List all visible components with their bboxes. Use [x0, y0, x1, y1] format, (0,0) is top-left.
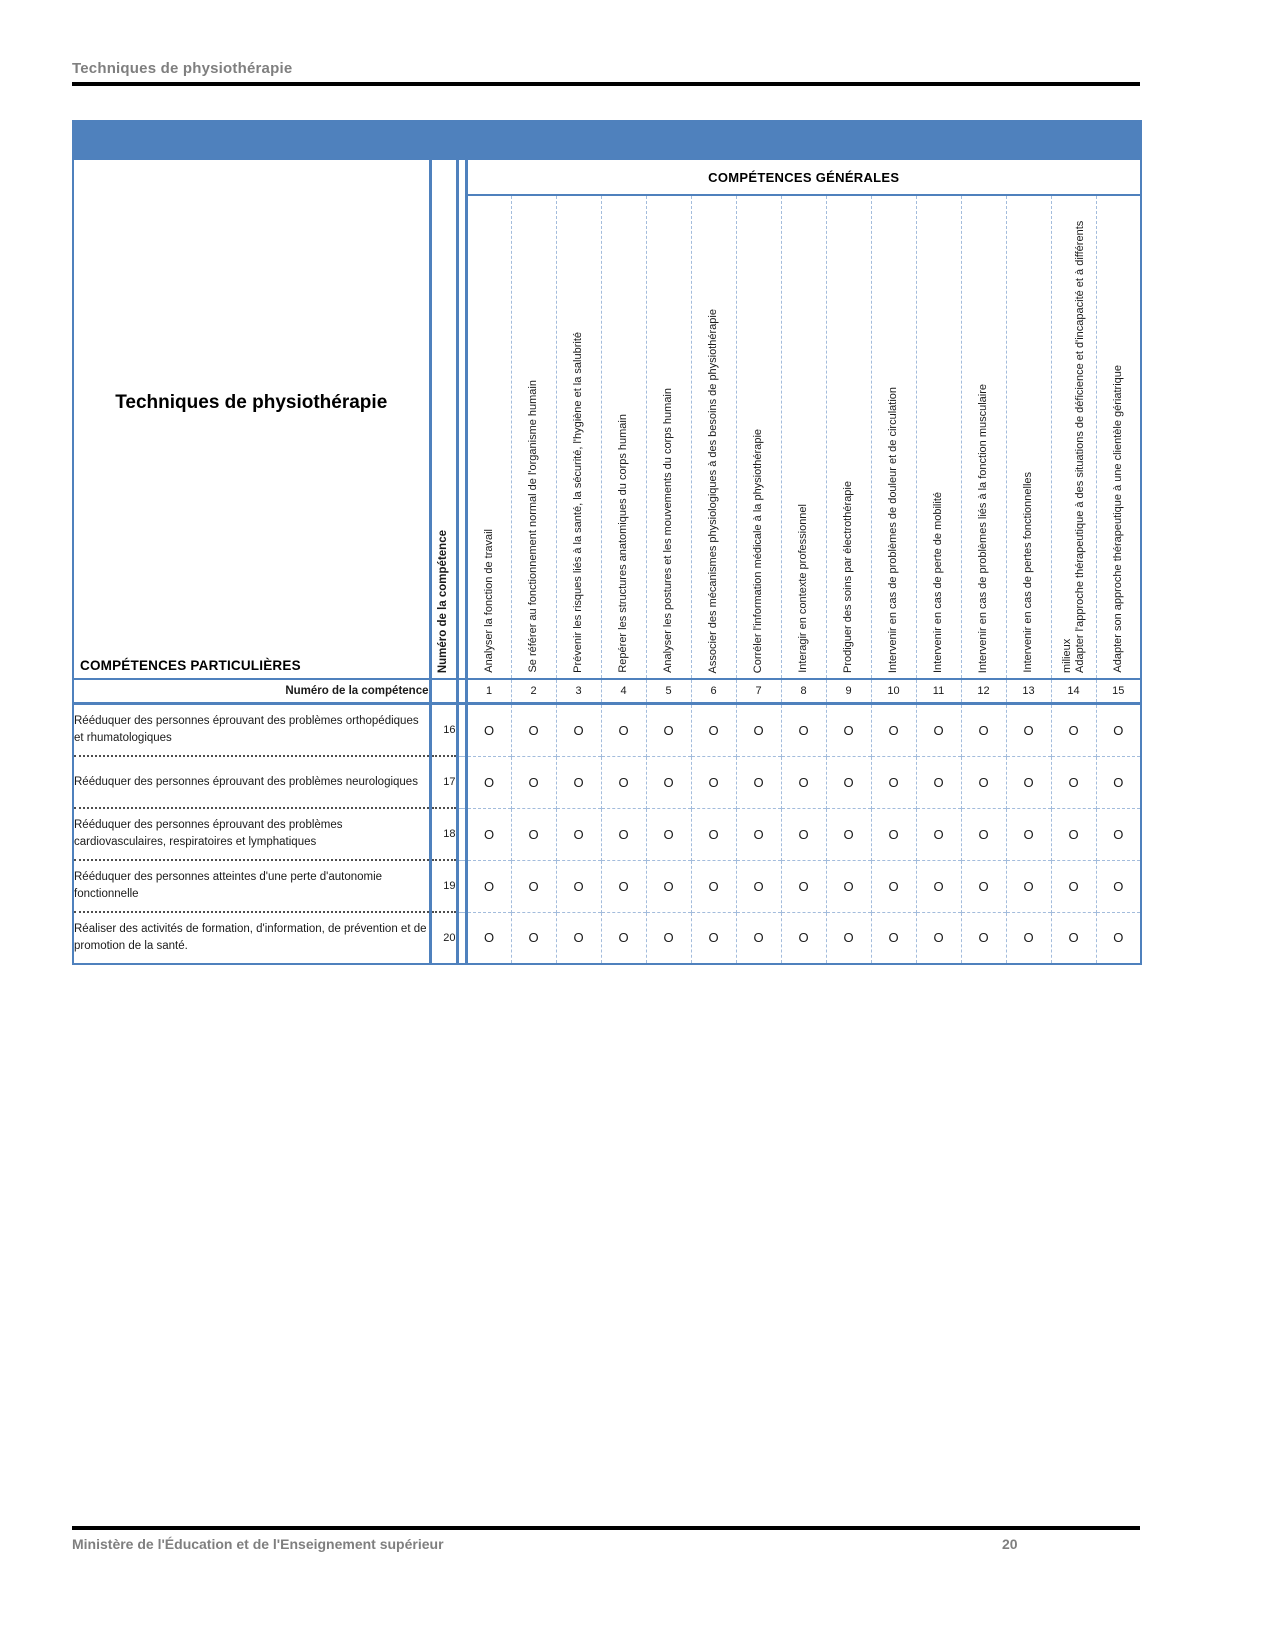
- competency-mark: O: [691, 860, 736, 912]
- general-competency-header: [736, 195, 781, 679]
- competency-matrix: [72, 120, 1140, 965]
- competency-mark: O: [466, 756, 511, 808]
- general-competency-number: 1: [466, 679, 511, 704]
- general-competency-label: Intervenir en cas de problèmes de douleur et de circulation: [887, 386, 899, 673]
- competency-mark: O: [601, 756, 646, 808]
- column-gap: [457, 160, 466, 679]
- general-competency-label: Intervenir en cas de perte de mobilité: [932, 492, 944, 673]
- general-competency-label: Adapter son approche thérapeutique à une clientèle gériatrique: [1111, 365, 1124, 673]
- general-competency-header: [691, 195, 736, 679]
- competency-mark: O: [826, 808, 871, 860]
- competency-mark: O: [646, 860, 691, 912]
- competency-mark: O: [871, 756, 916, 808]
- competency-mark: O: [646, 756, 691, 808]
- competency-mark: O: [646, 912, 691, 964]
- competency-mark: O: [781, 808, 826, 860]
- general-competency-label: Interagir en contexte professionnel: [797, 504, 809, 673]
- competency-mark: O: [961, 756, 1006, 808]
- competency-mark: O: [1006, 756, 1051, 808]
- competency-mark: O: [736, 756, 781, 808]
- competency-mark: O: [781, 704, 826, 757]
- column-gap: [457, 679, 466, 704]
- competency-numbers-row: [73, 679, 1141, 704]
- particular-competency-label: Rééduquer des personnes éprouvant des problèmes orthopédiques et rhumatologiques: [73, 704, 430, 757]
- competency-mark: O: [916, 756, 961, 808]
- general-competency-number: 6: [691, 679, 736, 704]
- competency-mark: O: [1006, 808, 1051, 860]
- table-title-bar: [73, 121, 1141, 160]
- general-competency-number: 2: [511, 679, 556, 704]
- page-footer: [72, 1526, 1140, 1556]
- competency-mark: O: [961, 860, 1006, 912]
- column-gap: [457, 756, 466, 808]
- competency-mark: O: [736, 704, 781, 757]
- general-competency-header: [916, 195, 961, 679]
- general-competency-header: [511, 195, 556, 679]
- competency-mark: O: [466, 704, 511, 757]
- competency-mark: O: [691, 704, 736, 757]
- competency-row: [73, 912, 1141, 964]
- general-competency-label: Repérer les structures anatomiques du corps humain: [617, 414, 629, 673]
- running-header: [72, 60, 1140, 86]
- particular-competency-number: 19: [430, 860, 457, 912]
- competency-row: [73, 860, 1141, 912]
- competency-mark: O: [871, 912, 916, 964]
- competency-mark: O: [511, 808, 556, 860]
- competency-row: [73, 808, 1141, 860]
- column-gap: [457, 704, 466, 757]
- competency-mark: O: [556, 860, 601, 912]
- general-competency-number: 5: [646, 679, 691, 704]
- competency-mark: O: [1096, 860, 1141, 912]
- competency-mark: O: [961, 704, 1006, 757]
- particular-competency-label: Réaliser des activités de formation, d'information, de prévention et de promotion de la santé.: [73, 912, 430, 964]
- column-gap: [457, 912, 466, 964]
- general-competency-label: Analyser les postures et les mouvements du corps humain: [662, 388, 674, 673]
- footer-ministry: Ministère de l'Éducation et de l'Enseignement supérieur: [72, 1536, 444, 1552]
- competency-mark: O: [511, 912, 556, 964]
- competency-mark: O: [781, 756, 826, 808]
- competency-mark: O: [1051, 808, 1096, 860]
- competency-mark: O: [511, 704, 556, 757]
- competency-mark: O: [601, 860, 646, 912]
- general-competency-label: Adapter l'approche thérapeutique à des situations de déficience et d'incapacité et à différents milieux: [1060, 220, 1086, 673]
- competency-mark: O: [601, 912, 646, 964]
- competency-mark: O: [781, 860, 826, 912]
- competency-mark: O: [826, 704, 871, 757]
- competency-mark: O: [916, 912, 961, 964]
- general-competency-label: Intervenir en cas de pertes fonctionnelles: [1022, 472, 1034, 673]
- general-competency-number: 15: [1096, 679, 1141, 704]
- numero-row-empty-cell: [430, 679, 457, 704]
- general-competency-header: [556, 195, 601, 679]
- general-competencies-header: COMPÉTENCES GÉNÉRALES: [466, 160, 1141, 195]
- footer-page-number: 20: [1002, 1536, 1018, 1552]
- particular-competency-number: 16: [430, 704, 457, 757]
- general-competency-number: 13: [1006, 679, 1051, 704]
- particular-competency-number: 18: [430, 808, 457, 860]
- competency-row: [73, 704, 1141, 757]
- program-title: Techniques de physiothérapie: [115, 392, 388, 414]
- program-cell: [73, 160, 430, 679]
- general-competency-number: 10: [871, 679, 916, 704]
- competency-mark: O: [1006, 704, 1051, 757]
- competency-mark: O: [1051, 860, 1096, 912]
- particular-competency-number: 17: [430, 756, 457, 808]
- competency-mark: O: [736, 912, 781, 964]
- competency-mark: O: [601, 704, 646, 757]
- competency-mark: O: [556, 704, 601, 757]
- general-competency-header: [781, 195, 826, 679]
- competency-mark: O: [556, 756, 601, 808]
- competency-mark: O: [871, 860, 916, 912]
- competency-mark: O: [1096, 912, 1141, 964]
- footer-rule: [72, 1526, 1140, 1530]
- general-competency-number: 9: [826, 679, 871, 704]
- competency-mark: O: [1096, 756, 1141, 808]
- competency-mark: O: [556, 808, 601, 860]
- numero-row-label: Numéro de la compétence: [73, 679, 430, 704]
- competency-mark: O: [646, 704, 691, 757]
- running-header-title: Techniques de physiothérapie: [72, 60, 293, 77]
- competency-mark: O: [646, 808, 691, 860]
- column-gap: [457, 808, 466, 860]
- title-bar-row: [73, 121, 1141, 160]
- general-competency-number: 4: [601, 679, 646, 704]
- competency-mark: O: [1096, 704, 1141, 757]
- general-competency-header: [1096, 195, 1141, 679]
- competency-mark: O: [691, 912, 736, 964]
- competency-mark: O: [556, 912, 601, 964]
- general-competency-header: [601, 195, 646, 679]
- competency-mark: O: [511, 756, 556, 808]
- competency-mark: O: [916, 808, 961, 860]
- competency-mark: O: [781, 912, 826, 964]
- general-competency-header: [646, 195, 691, 679]
- numero-column-label: Numéro de la compétence: [437, 529, 449, 673]
- general-competency-number: 7: [736, 679, 781, 704]
- competency-mark: O: [691, 756, 736, 808]
- particular-competency-number: 20: [430, 912, 457, 964]
- competency-mark: O: [826, 912, 871, 964]
- general-competency-header: [826, 195, 871, 679]
- competency-mark: O: [691, 808, 736, 860]
- general-competency-label: Corréler l'information médicale à la physiothérapie: [752, 428, 764, 673]
- general-competency-number: 14: [1051, 679, 1096, 704]
- general-competency-label: Intervenir en cas de problèmes liés à la fonction musculaire: [977, 383, 989, 673]
- general-competency-number: 8: [781, 679, 826, 704]
- general-competency-number: 11: [916, 679, 961, 704]
- competency-mark: O: [826, 860, 871, 912]
- competency-mark: O: [871, 704, 916, 757]
- competency-mark: O: [736, 808, 781, 860]
- general-header-row: [73, 160, 1141, 195]
- competency-mark: O: [916, 860, 961, 912]
- particular-competency-label: Rééduquer des personnes atteintes d'une perte d'autonomie fonctionnelle: [73, 860, 430, 912]
- general-competency-label: Se référer au fonctionnement normal de l'organisme humain: [527, 380, 539, 673]
- general-competency-label: Prévenir les risques liés à la santé, la sécurité, l'hygiène et la salubrité: [572, 332, 584, 673]
- column-gap: [457, 860, 466, 912]
- competency-mark: O: [1051, 704, 1096, 757]
- general-competency-header: [871, 195, 916, 679]
- general-competency-label: Associer des mécanismes physiologiques à des besoins de physiothérapie: [707, 308, 719, 673]
- competency-mark: O: [601, 808, 646, 860]
- competency-mark: O: [1006, 860, 1051, 912]
- competency-mark: O: [736, 860, 781, 912]
- particular-competency-label: Rééduquer des personnes éprouvant des problèmes neurologiques: [73, 756, 430, 808]
- competency-mark: O: [1006, 912, 1051, 964]
- competency-matrix-table: [72, 120, 1142, 965]
- particular-competencies-header: COMPÉTENCES PARTICULIÈRES: [80, 658, 301, 673]
- general-competency-label: Prodiguer des soins par électrothérapie: [842, 480, 854, 673]
- competency-mark: O: [466, 808, 511, 860]
- general-competency-number: 12: [961, 679, 1006, 704]
- competency-mark: O: [1051, 756, 1096, 808]
- competency-row: [73, 756, 1141, 808]
- header-rule: [72, 82, 1140, 86]
- particular-competency-label: Rééduquer des personnes éprouvant des problèmes cardiovasculaires, respiratoires et lymphatiques: [73, 808, 430, 860]
- competency-mark: O: [1051, 912, 1096, 964]
- competency-mark: O: [1096, 808, 1141, 860]
- competency-mark: O: [466, 912, 511, 964]
- competency-mark: O: [511, 860, 556, 912]
- general-competency-header: [961, 195, 1006, 679]
- general-competency-header: [1006, 195, 1051, 679]
- competency-mark: O: [466, 860, 511, 912]
- general-competency-label: Analyser la fonction de travail: [482, 529, 495, 673]
- general-competency-header: [466, 195, 511, 679]
- general-competency-header: [1051, 195, 1096, 679]
- competency-mark: O: [961, 808, 1006, 860]
- numero-column-header: [430, 160, 457, 679]
- competency-mark: O: [961, 912, 1006, 964]
- competency-mark: O: [871, 808, 916, 860]
- competency-mark: O: [916, 704, 961, 757]
- competency-mark: O: [826, 756, 871, 808]
- general-competency-number: 3: [556, 679, 601, 704]
